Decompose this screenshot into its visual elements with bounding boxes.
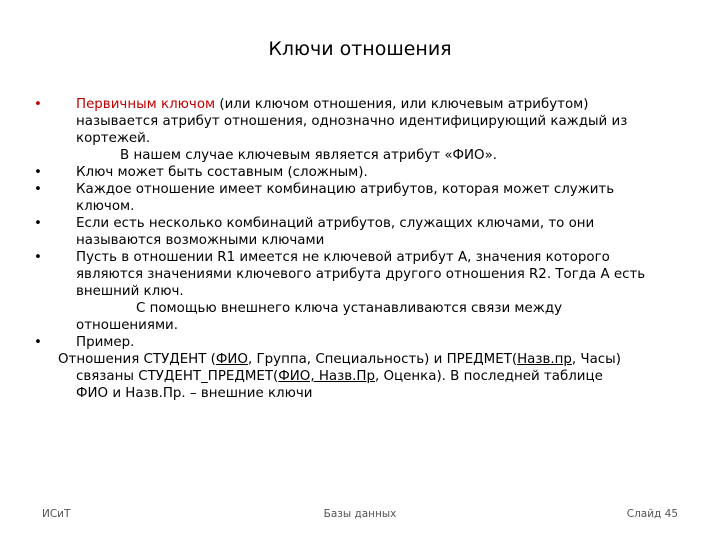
bullet: • <box>34 165 42 180</box>
example-text: , Группа, Специальность) и ПРЕДМЕТ( <box>247 352 518 367</box>
item-line: являются значениями ключевого атрибута другого отношения R2. Тогда А есть <box>76 267 646 282</box>
item-text: (или ключом отношения, или ключевым атрибутом) <box>215 97 589 112</box>
bullet: • <box>34 97 42 112</box>
bullet-item-composite-key <box>32 164 692 181</box>
bullet: • <box>34 182 42 197</box>
item-line: Пусть в отношении R1 имеется не ключевой атрибут А, значения которого <box>76 250 610 265</box>
term-primary-key: Первичным ключом <box>76 97 216 112</box>
bullet-item-attribute-combination <box>32 181 692 215</box>
item-line: ключом. <box>76 199 135 214</box>
example-block <box>32 351 692 402</box>
example-line: ФИО и Назв.Пр. – внешние ключи <box>76 386 313 401</box>
key-underlined: ФИО, Назв.Пр <box>278 369 375 384</box>
bullet: • <box>34 335 42 350</box>
bullet-item-candidate-keys <box>32 215 692 249</box>
item-line <box>76 96 692 113</box>
item-line: называются возможными ключами <box>76 233 325 248</box>
footer-course: Базы данных <box>323 508 397 520</box>
continuation <box>32 317 692 334</box>
indented-paragraph: С помощью внешнего ключа устанавливаются связи между <box>136 301 563 316</box>
example-text: , Оценка). В последней таблице <box>374 369 603 384</box>
footer-organization: ИСиТ <box>42 508 71 520</box>
key-underlined: ФИО <box>215 352 248 367</box>
item-line: кортежей. <box>76 131 151 146</box>
example-text: , Часы) <box>571 352 621 367</box>
slide-content <box>32 96 692 402</box>
indented-paragraph: В нашем случае ключевым является атрибут «ФИО». <box>120 148 498 163</box>
item-line: Ключ может быть составным (сложным). <box>76 165 368 180</box>
bullet-item-primary-key <box>32 96 692 147</box>
key-underlined: Назв.пр <box>517 352 572 367</box>
item-line: называется атрибут отношения, однозначно идентифицирующий каждый из <box>76 114 628 129</box>
bullet-item-example <box>32 334 692 351</box>
footer-slide-number: Слайд 45 <box>626 508 678 520</box>
item-line: Каждое отношение имеет комбинацию атрибутов, которая может служить <box>76 182 615 197</box>
slide-title: Ключи отношения <box>268 38 452 60</box>
bullet: • <box>34 216 42 231</box>
example-text: связаны СТУДЕНТ_ПРЕДМЕТ( <box>76 369 279 384</box>
item-line: отношениями. <box>76 318 179 333</box>
example-line <box>58 368 692 385</box>
example-line <box>58 351 692 368</box>
bullet-item-foreign-key <box>32 249 692 300</box>
example-text: Отношения СТУДЕНТ ( <box>58 352 216 367</box>
item-line: Если есть несколько комбинаций атрибутов, служащих ключами, то они <box>76 216 595 231</box>
item-line: внешний ключ. <box>76 284 184 299</box>
item-line: Пример. <box>76 335 135 350</box>
bullet: • <box>34 250 42 265</box>
